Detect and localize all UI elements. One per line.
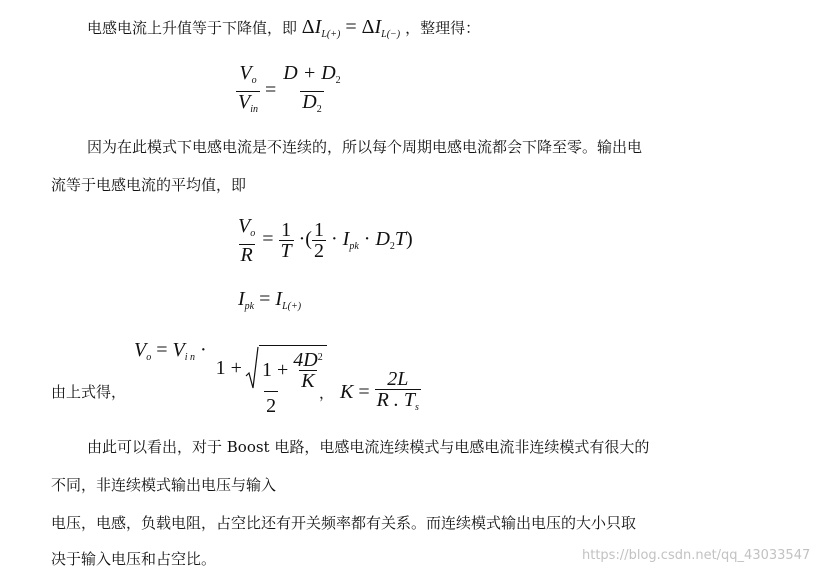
comma-separator: ， [319, 384, 335, 402]
paragraph-4-line-2: 不同，非连续模式输出电压与输入 [51, 476, 277, 494]
frac-1-2: $\frac{1}{2}$ [313, 219, 324, 262]
frac-2l-rts: $\frac{2L}{R . T_s}$ [375, 369, 421, 418]
equation-vo-vin: $\frac{V_o}{V_{in}}$ = $\frac{D + D_2}{D_2}$ [236, 63, 343, 120]
paragraph-3: 由上式得， [51, 383, 127, 401]
watermark: https://blog.csdn.net/qq_43033547 [582, 548, 811, 563]
paragraph-1-tail: ，整理得： [405, 19, 481, 37]
paragraph-1 [87, 16, 480, 40]
square-root-icon [245, 346, 259, 390]
paragraph-2-line-1: 因为在此模式下电感电流是不连续的，所以每个周期电感电流都会下降至零。输出电 [87, 138, 643, 156]
equation-ipk: $I_{pk} = I_{L(+)}$ [238, 288, 302, 312]
equation-vo-vin-k: $V_o = V_{i n}$ · 1 + 1 + $\frac{4D^2}{K}$ 2 [134, 339, 331, 420]
frac-sqrt-over-2: 1 + 1 + $\frac{4D^2}{K}$ 2 [212, 345, 331, 420]
frac-d-d2: $\frac{D + D_2}{D_2}$ [281, 63, 342, 120]
frac-1-t: $\frac{1}{T}$ [280, 219, 292, 262]
paragraph-4-line-1: 由此可以看出，对于 Boost 电路，电感电流连续模式与电感电流非连续模式有很大的 [87, 438, 650, 456]
paragraph-4-line-4: 决于输入电压和占空比。 [51, 550, 217, 568]
paragraph-4-line-3: 电压，电感，负载电阻，占空比还有开关频率都有关系。而连续模式输出电压的大小只取 [51, 514, 637, 532]
equation-k: K = $\frac{2L}{R . T_s}$ [340, 369, 421, 418]
delta-equation: $\Delta I_{L(+)} = \Delta I_{L(-)}$ [301, 16, 401, 40]
frac-vo-vin: $\frac{V_o}{V_{in}}$ [236, 63, 260, 120]
paragraph-2-line-2: 流等于电感电流的平均值，即 [51, 176, 247, 194]
paragraph-1-text: 电感电流上升值等于下降值，即 [87, 19, 298, 37]
frac-4d2-k: $\frac{4D^2}{K}$ [293, 349, 323, 392]
frac-vo-r: $\frac{V_o}{R}$ [238, 215, 256, 266]
equation-vo-r: $\frac{V_o}{R}$ = $\frac{1}{T}$ ·( $\frac{1}{2}$ · $I_{pk} \cdot D_2T$) [238, 215, 413, 266]
